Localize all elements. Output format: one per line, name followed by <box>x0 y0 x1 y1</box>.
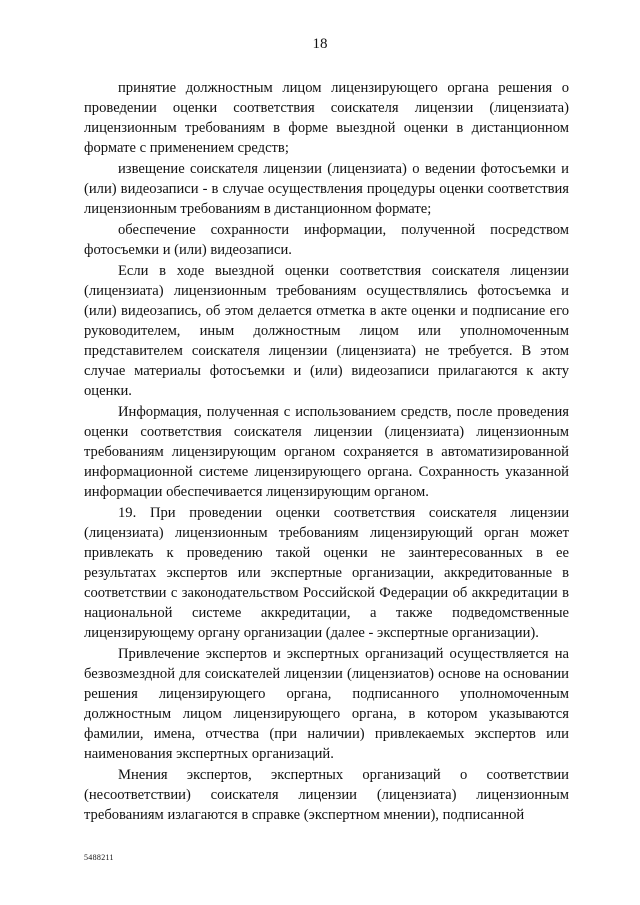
paragraph-item-19: 19. При проведении оценки соответствия соискателя лицензии (лицензиата) лицензионным требованиям лицензирующий орган может привлекать к проведению такой оценки не заинтересованных в ее результатах экспертов или экспертные организации, аккредитованные в соответствии с законодательством Российской Федерации об аккредитации в национальной системе аккредитации, а также подведомственные лицензирующему органу организации (далее - экспертные организации). <box>84 505 569 641</box>
document-body <box>84 78 569 826</box>
document-code: 5488211 <box>84 853 114 862</box>
paragraph-expert-engagement: Привлечение экспертов и экспертных организаций осуществляется на безвозмездной для соискателей лицензии (лицензиатов) основе на основании решения лицензирующего органа, подписанного уполномоченным должностным лицом лицензирующего органа, в котором указываются фамилии, имена, отчества (при наличии) привлекаемых экспертов или наименования экспертных организаций. <box>84 646 569 762</box>
page-number: 18 <box>312 36 328 52</box>
paragraph-preservation: обеспечение сохранности информации, полученной посредством фотосъемки и (или) видеозаписи. <box>84 222 569 258</box>
paragraph-notification: извещение соискателя лицензии (лицензиата) о ведении фотосъемки и (или) видеозаписи - в случае осуществления процедуры оценки соответствия лицензионным требованиям в дистанционном формате; <box>84 161 569 217</box>
paragraph-expert-opinions: Мнения экспертов, экспертных организаций о соответствии (несоответствии) соискателя лицензии (лицензиата) лицензионным требованиям излагаются в справке (экспертном мнении), подписанной <box>84 767 569 823</box>
paragraph-photo-video-record: Если в ходе выездной оценки соответствия соискателя лицензии (лицензиата) лицензионным требованиям осуществлялись фотосъемка и (или) видеозапись, об этом делается отметка в акте оценки и подписание его руководителем, иным должностным лицом или уполномоченным представителем соискателя лицензии (лицензиата) не требуется. В этом случае материалы фотосъемки и (или) видеозаписи прилагаются к акту оценки. <box>84 263 569 399</box>
paragraph-information-storage: Информация, полученная с использованием средств, после проведения оценки соответствия соискателя лицензии (лицензиата) лицензионным требованиям лицензирующим органом сохраняется в автоматизированной информационной системе лицензирующего органа. Сохранность указанной информации обеспечивается лицензирующим органом. <box>84 404 569 500</box>
paragraph-decision: принятие должностным лицом лицензирующего органа решения о проведении оценки соответствия соискателя лицензии (лицензиата) лицензионным требованиям в форме выездной оценки в дистанционном формате с применением средств; <box>84 80 569 156</box>
